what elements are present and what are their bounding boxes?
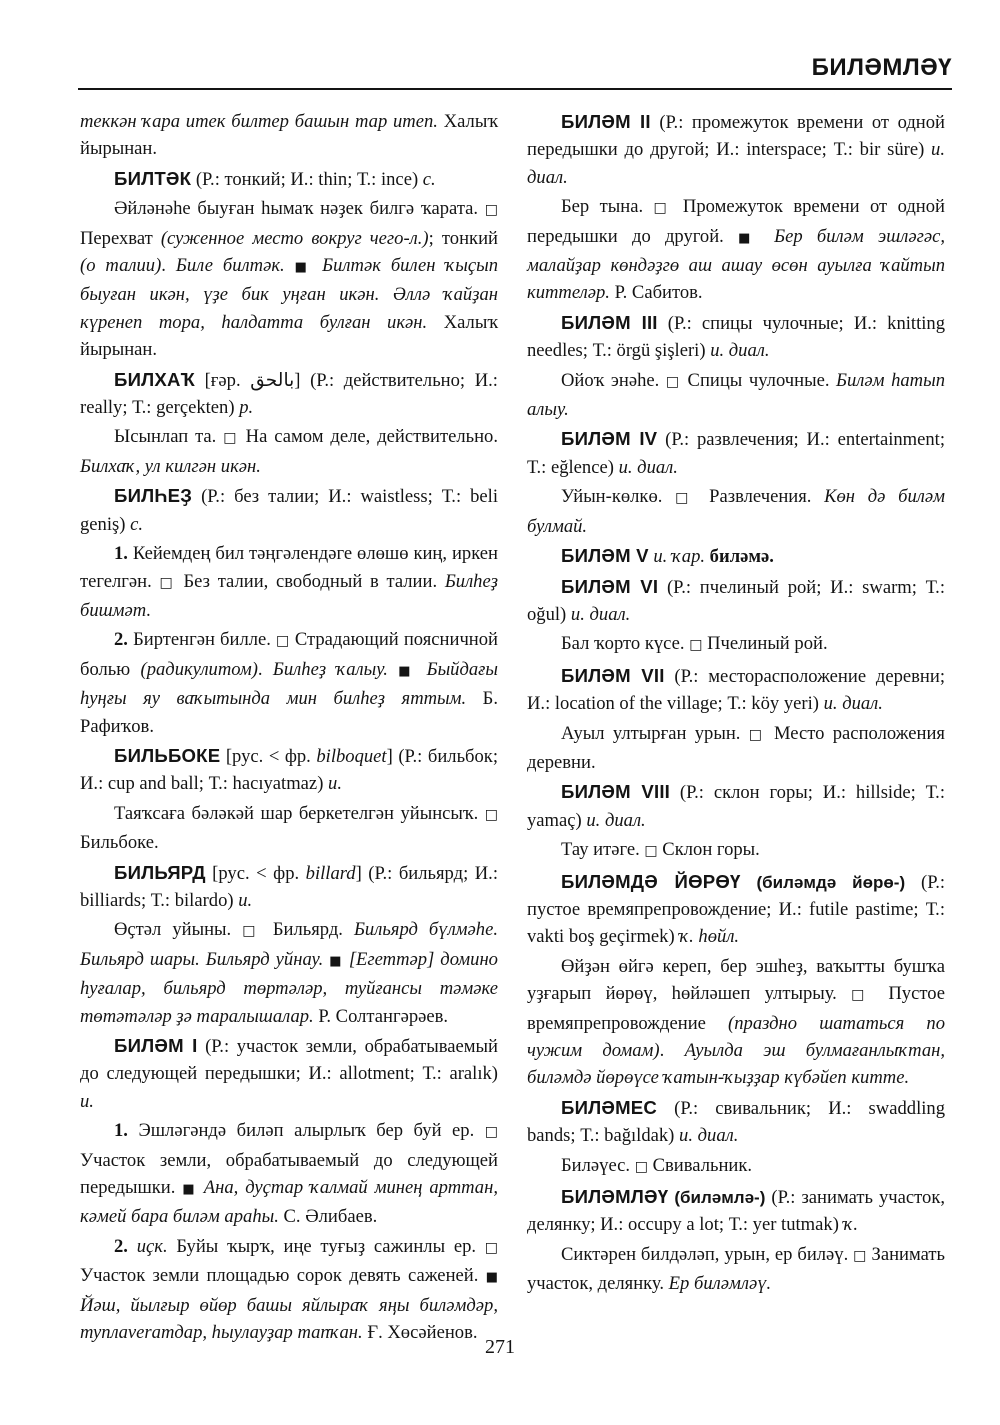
example-text: Көн дә биләм булмай. — [527, 486, 946, 537]
square-icon: □ — [634, 1158, 648, 1175]
definition: (Р.: склон горы; И.: hillside; Т.: yamaç) — [527, 782, 945, 831]
definition: (Р.: пчелиный рой; И.: swarm; Т.: oğul) — [527, 576, 945, 625]
headword: БИЛҺЕҘ — [114, 485, 193, 507]
headword: БИЛӘМ I — [114, 1035, 198, 1056]
sense-number: 2. — [114, 1235, 128, 1257]
definition: (Р.: свивальник; И.: swaddling bands; Т.: bağıldak) — [527, 1097, 945, 1147]
headword: БИЛӘМЛӘҮ — [561, 1186, 669, 1208]
square-icon: □ — [853, 1247, 867, 1264]
sense-text: Кейемдең бил тәңгәлендәге өлөшө киң, иркен тегелгән. — [80, 543, 498, 592]
pos-label: и. диал. — [710, 340, 770, 362]
translation: Пустое времяпрепровождение — [527, 983, 945, 1034]
pos-label: и. диал. — [570, 603, 631, 625]
translation: Склон горы. — [657, 839, 760, 861]
translation: Участок земли, обрабатываемый до следующей передышки. — [80, 1149, 498, 1199]
definition: (Р.: занимать участок, делянку; И.: occupy a lot; Т.: yer tutmak) — [527, 1187, 945, 1236]
definition: ] (Р.: бильбок; И.: cup and ball; Т.: hacıyatmaz) — [80, 745, 499, 795]
example-text: Бильярд бүлмәһе. Бильярд шары. Бильярд уйнау. — [80, 919, 498, 970]
definition: (Р.: промежуток времени от одной передышки до другой; И.: interspace; Т.: bir süre) — [527, 112, 945, 161]
source-text: Б. Рафиҡов. — [80, 688, 498, 737]
sense-text: Тау итәге. — [561, 839, 645, 861]
etymon: billard — [305, 862, 356, 884]
entry-bilam-6-sense — [527, 630, 945, 659]
usage-label: иҫк. — [127, 1235, 168, 1257]
headword: БИЛӘМ V — [561, 545, 649, 567]
headword-form: (биләмлә-) — [668, 1188, 766, 1208]
square-icon: □ — [748, 726, 766, 743]
headword: БИЛӘМ IV — [561, 428, 658, 450]
square-icon: □ — [223, 430, 239, 447]
sense-text: Сиктәрен билдәләп, урын, ер биләү. — [561, 1243, 854, 1265]
pos-label: с. — [422, 168, 436, 190]
pos-label: и. диал. — [679, 1125, 739, 1147]
entry-biltak — [80, 165, 498, 193]
sense-text: Эшләгәндә биләп алырлыҡ бер буй ер. — [127, 1120, 485, 1142]
etymology: [ғәр. — [194, 369, 251, 391]
translation: Место расположения деревни. — [527, 722, 945, 773]
sense-text: Бал ҡорто күсе. — [561, 633, 690, 655]
translation: Бильбоке. — [80, 832, 159, 854]
pos-label: и. диал. — [586, 809, 646, 831]
page-number: 271 — [485, 1336, 515, 1358]
headword: БИЛӘМДӘ ЙӨРӨҮ — [561, 870, 741, 892]
translation: Развлечения. — [696, 486, 825, 508]
headword: БИЛЬБОКЕ — [114, 744, 221, 766]
example-text: Билһеҙ бишмәт. — [80, 570, 498, 621]
entry-bilam-4-sense — [527, 483, 945, 540]
bullet-icon: ■ — [738, 230, 760, 246]
arabic-etymon: بالحق — [250, 369, 295, 391]
example-text: Быйдағы һуңғы яу ваҡытында мин билһеҙ яттым. — [80, 658, 499, 710]
bullet-icon: ■ — [398, 663, 417, 679]
square-icon: □ — [242, 923, 262, 940]
pos-label: ҡ. һөйл. — [679, 926, 740, 948]
square-icon: □ — [665, 373, 681, 390]
bullet-icon: ■ — [329, 953, 343, 969]
entry-bilboke-sense — [80, 800, 498, 857]
example-text: теккән ҡара итек билтер башын тар итеп. — [80, 111, 438, 132]
square-icon: □ — [159, 574, 176, 591]
source-text: Халыҡ йырынан. — [80, 311, 498, 361]
entry-bilam-7 — [527, 662, 945, 718]
translation: Пчелиный рой. — [702, 633, 828, 655]
translation: Промежуток времени от одной передышки до другой. — [527, 196, 945, 247]
example-text: [Егеттәр] домино һуғалар, бильярд төртәләр, туйғансы тәмәке төтәтәләр ҙә таралышалар. — [80, 948, 498, 1027]
sense-text: Әйләнәһе быуған һымаҡ нәҙек билгә ҡарата. — [114, 198, 485, 220]
pos-label: и. — [328, 773, 342, 795]
left-column — [80, 108, 498, 1348]
bullet-icon: ■ — [294, 260, 313, 276]
headword: БИЛӘМ VI — [561, 575, 659, 597]
entry-bilamda-yoroy — [527, 868, 945, 951]
example-text: Бер биләм эшләгәс, малайҙар көндәҙгө аш ашау өсөн ауылға ҡайтып киттеләр. — [527, 225, 945, 304]
translation: Бильярд. — [261, 919, 354, 941]
sense-text: Ауыл ултырған урын. — [561, 722, 749, 744]
entry-bilam-1-sense-1 — [80, 1117, 498, 1231]
source-text: Р. Солтангәрәев. — [313, 1005, 449, 1027]
entry-bilhez — [80, 482, 498, 538]
source-text: Р. Сабитов. — [609, 282, 703, 304]
definition: (Р.: без талии; И.: waistless; Т.: beli geniş) — [80, 486, 498, 535]
example-text: Йәш, йылғыр өйөр башы яйлыраҡ яңы биләмдәр, туплaveramдар, һыулауҙар тапҡан. — [80, 1294, 498, 1344]
entry-bilam-4 — [527, 425, 945, 481]
entry-bilhez-sense-2 — [80, 626, 498, 740]
headword-form: (биләмдә йөрө-) — [740, 872, 906, 892]
translation: Спицы чулочные. — [680, 369, 837, 391]
source-text: Ғ. Хөсәйенов. — [362, 1322, 478, 1344]
entry-bilyard — [80, 859, 498, 915]
sense-text: Бер тына. — [561, 196, 654, 218]
translation: Перехват — [80, 227, 161, 249]
header-rule — [78, 88, 952, 90]
punctuation: . — [257, 658, 273, 680]
definition: ] (Р.: бильярд; И.: billiards; Т.: bilardo) — [80, 862, 498, 911]
translation: Страдающий поясничной болью — [80, 629, 499, 680]
headword: БИЛӘМЕС — [561, 1096, 657, 1118]
entry-bilyard-sense — [80, 916, 498, 1030]
source-text: С. Әлибаев. — [278, 1206, 378, 1228]
entry-bilames — [527, 1094, 945, 1150]
sense-text: Таяҡсаға бәләкәй шар беркетелгән уйынсыҡ. — [114, 802, 485, 824]
pos-label: р. — [239, 397, 254, 419]
pos-label: с. — [130, 513, 143, 535]
translation: Свивальник. — [647, 1154, 753, 1176]
square-icon: □ — [484, 1239, 498, 1256]
example-text: Биләм һатып алыу. — [527, 369, 945, 421]
square-icon: □ — [675, 490, 697, 507]
running-head: БИЛӘМЛӘҮ — [811, 54, 952, 81]
translation-note: (радикулитом) — [140, 658, 258, 680]
entry-bilam-3-sense — [527, 367, 945, 424]
headword: БИЛӘМ VIII — [561, 781, 671, 803]
entry-bilhak-sense — [80, 423, 498, 480]
definition: (Р.: участок земли, обрабатываемый до следующей передышки; И.: allotment; Т.: aralık) — [80, 1036, 498, 1085]
translation-note: (о талии) — [80, 255, 162, 277]
definition: (Р.: развлечения; И.: entertainment; Т.: eğlence) — [527, 429, 945, 478]
example-text: Ауылда эш булмағанлыҡтан, биләмдә йөрөүсе ҡатын-ҡыҙҙар күбәйеп китте. — [527, 1040, 945, 1089]
sense-number: 1. — [114, 1120, 128, 1142]
translation: На самом деле, действительно. — [238, 426, 499, 448]
definition: (Р.: пустое времяпрепровождение; И.: futile pastime; Т.: vakti boş geçirmek) — [527, 871, 946, 948]
entry-bilam-8 — [527, 778, 945, 834]
entry-bilamlau — [527, 1183, 945, 1239]
translation: Участок земли площадью сорок девять саженей. — [80, 1265, 479, 1287]
example-text: Биле билтәк. — [175, 255, 285, 277]
definition: (Р.: месторасположение деревни; И.: location of the village; Т.: köy yeri) — [527, 665, 945, 715]
pos-label: ҡ. — [843, 1214, 859, 1236]
sense-text: Өҫтәл уйыны. — [114, 919, 243, 941]
entry-bilam-6 — [527, 573, 945, 629]
square-icon: □ — [644, 843, 658, 860]
entry-bilam-2 — [527, 108, 945, 191]
entry-bilhez-sense-1 — [80, 540, 498, 624]
entry-bilamda-yoroy-sense — [527, 953, 945, 1092]
etymon: bilboquet — [316, 745, 387, 767]
square-icon: □ — [653, 200, 673, 217]
headword: БИЛӘМ III — [561, 311, 658, 333]
example-text: Ана, дуҫтар ҡалмай минең арттан, кәмей бара биләм араһы. — [80, 1177, 498, 1228]
entry-bilam-7-sense — [527, 720, 945, 777]
cross-reference: биләмә. — [705, 546, 774, 568]
example-text: Билтәк билен ҡыҫып быуған икән, үҙе бик уңған икән. Әллә ҡайҙан күренеп тора, һалдатта булған икән. — [80, 255, 498, 333]
headword: БИЛӘМ VII — [561, 664, 665, 686]
bullet-icon: ■ — [485, 1270, 498, 1286]
right-column — [527, 108, 945, 1300]
punctuation: . — [161, 255, 176, 277]
square-icon: □ — [484, 1124, 498, 1141]
square-icon: □ — [851, 987, 875, 1004]
bullet-icon: ■ — [182, 1182, 197, 1198]
sense-text: Ысынлап та. — [114, 426, 224, 448]
square-icon: □ — [276, 633, 290, 650]
example-text: Билхаҡ, ул килгән икән. — [80, 455, 261, 477]
translation: Занимать участок, делянку. — [527, 1243, 946, 1295]
entry-bilam-1-sense-2 — [80, 1233, 498, 1347]
pos-label: и. диал. — [618, 456, 678, 478]
pos-label: и. диал. — [527, 139, 945, 188]
entry-biltak-sense — [80, 195, 498, 363]
entry-bilam-2-sense — [527, 193, 945, 307]
square-icon: □ — [484, 806, 498, 823]
sense-text: Уйын-көлкө. — [561, 486, 676, 508]
etymology: [рус. < фр. — [220, 745, 317, 767]
headword: БИЛЬЯРД — [114, 861, 206, 883]
translation-note: (суженное место вокруг чего-л.) — [160, 227, 429, 249]
entry-bilam-1 — [80, 1032, 498, 1115]
etymology: [рус. < фр. — [205, 862, 306, 884]
pos-label: и. ҡар. — [648, 546, 706, 568]
square-icon: □ — [689, 637, 703, 654]
sense-text: Ойоҡ энәһе. — [561, 369, 666, 391]
example-text: Билһеҙ ҡалыу. — [272, 658, 388, 680]
entry-bilhak — [80, 366, 498, 422]
pos-label: и. — [80, 1090, 94, 1112]
sense-text: Биртенгән билле. — [127, 629, 277, 651]
source-text: Халыҡ йырынан. — [80, 111, 498, 160]
headword: БИЛТӘК — [114, 167, 192, 189]
headword: БИЛХАҠ — [114, 368, 195, 390]
pos-label: и. — [238, 889, 253, 911]
entry-bilam-3 — [527, 309, 945, 365]
punctuation: . — [659, 1040, 685, 1061]
sense-text: Биләүес. — [561, 1154, 635, 1176]
definition: ] (Р.: действительно; И.: really; Т.: gerçekten) — [80, 369, 498, 419]
sense-number: 2. — [114, 629, 128, 651]
square-icon: □ — [484, 202, 498, 219]
translation: ; тонкий — [428, 227, 498, 249]
entry-bilamlau-sense — [527, 1241, 945, 1298]
translation: Без талии, свободный в талии. — [175, 570, 445, 592]
entry-bilboke — [80, 742, 498, 798]
entry-bilam-8-sense — [527, 836, 945, 865]
entry-bilam-5 — [527, 542, 945, 570]
example-text: Ер биләмләү. — [668, 1273, 772, 1295]
definition: (Р.: спицы чулочные; И.: knitting needles; Т.: örgü şişleri) — [527, 312, 946, 362]
definition: (Р.: тонкий; И.: thin; Т.: ince) — [191, 168, 423, 190]
entry-bilames-sense — [527, 1152, 945, 1181]
translation-note: (праздно шататься по чужим домам) — [527, 1012, 945, 1061]
sense-text: Өйҙән өйгә кереп, бер эшһеҙ, ваҡытты бушҡа уҙғарып йөрөү, һөйләшеп ултырыу. — [527, 955, 945, 1005]
sense-number: 1. — [114, 543, 128, 565]
sense-text: Буйы ҡырҡ, иңе туғыҙ сажинлы ер. — [167, 1235, 485, 1257]
entry-continuation — [80, 108, 498, 163]
headword: БИЛӘМ II — [561, 111, 651, 132]
pos-label: и. диал. — [823, 693, 883, 715]
